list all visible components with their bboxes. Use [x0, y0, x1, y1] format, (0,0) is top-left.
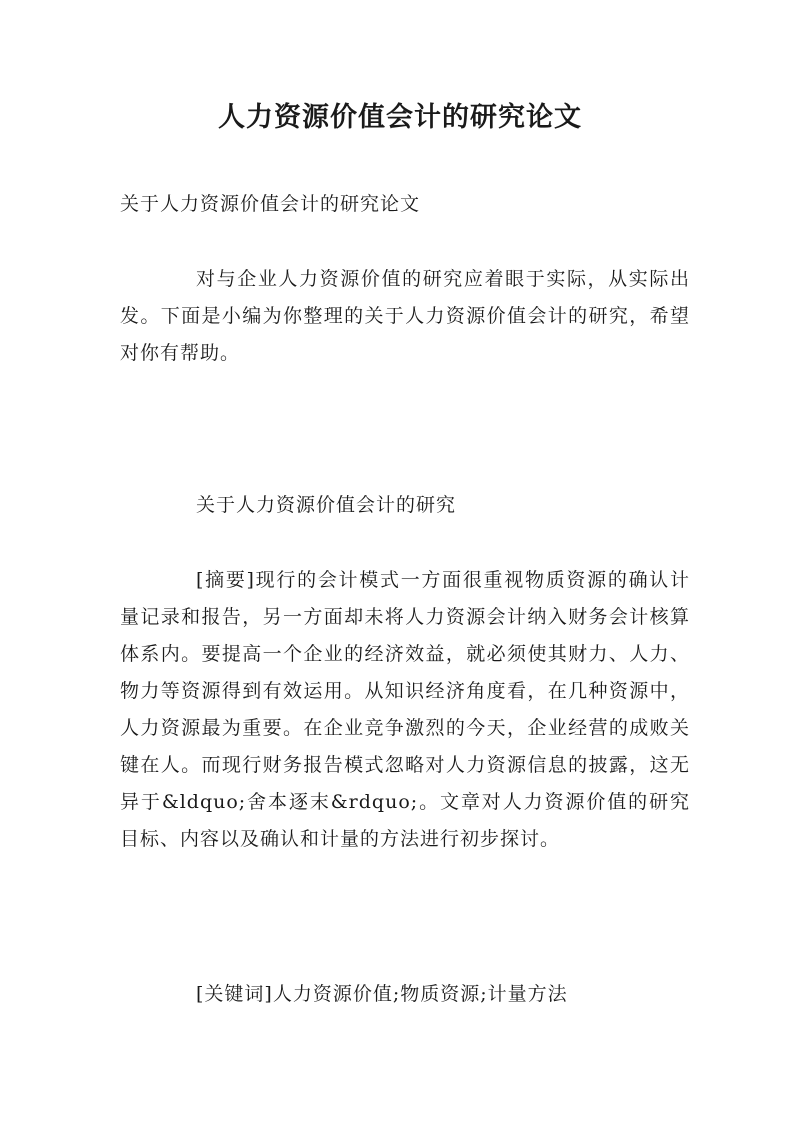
- intro-paragraph: 对与企业人力资源价值的研究应着眼于实际，从实际出发。下面是小编为你整理的关于人力资源价值会计的研究，希望对你有帮助。: [120, 268, 690, 364]
- document-title: 人力资源价值会计的研究论文: [218, 102, 582, 133]
- abstract-paragraph: [摘要]现行的会计模式一方面很重视物质资源的确认计量记录和报告，另一方面却未将人力资源会计纳入财务会计核算体系内。要提高一个企业的经济效益，就必须使其财力、人力、物力等资源得到有效运用。从知识经济角度看，在几种资源中，人力资源最为重要。在企业竞争激烈的今天，企业经营的成败关键在人。而现行财务报告模式忽略对人力资源信息的披露，这无异于&ldquo;舍本逐末&rdquo;。文章对人力资源价值的研究目标、内容以及确认和计量的方法进行初步探讨。: [120, 569, 690, 850]
- keywords-paragraph: [关键词]人力资源价值;物质资源;计量方法: [196, 983, 568, 1005]
- section-heading: 关于人力资源价值会计的研究: [196, 494, 457, 516]
- document-subtitle: 关于人力资源价值会计的研究论文: [120, 193, 421, 215]
